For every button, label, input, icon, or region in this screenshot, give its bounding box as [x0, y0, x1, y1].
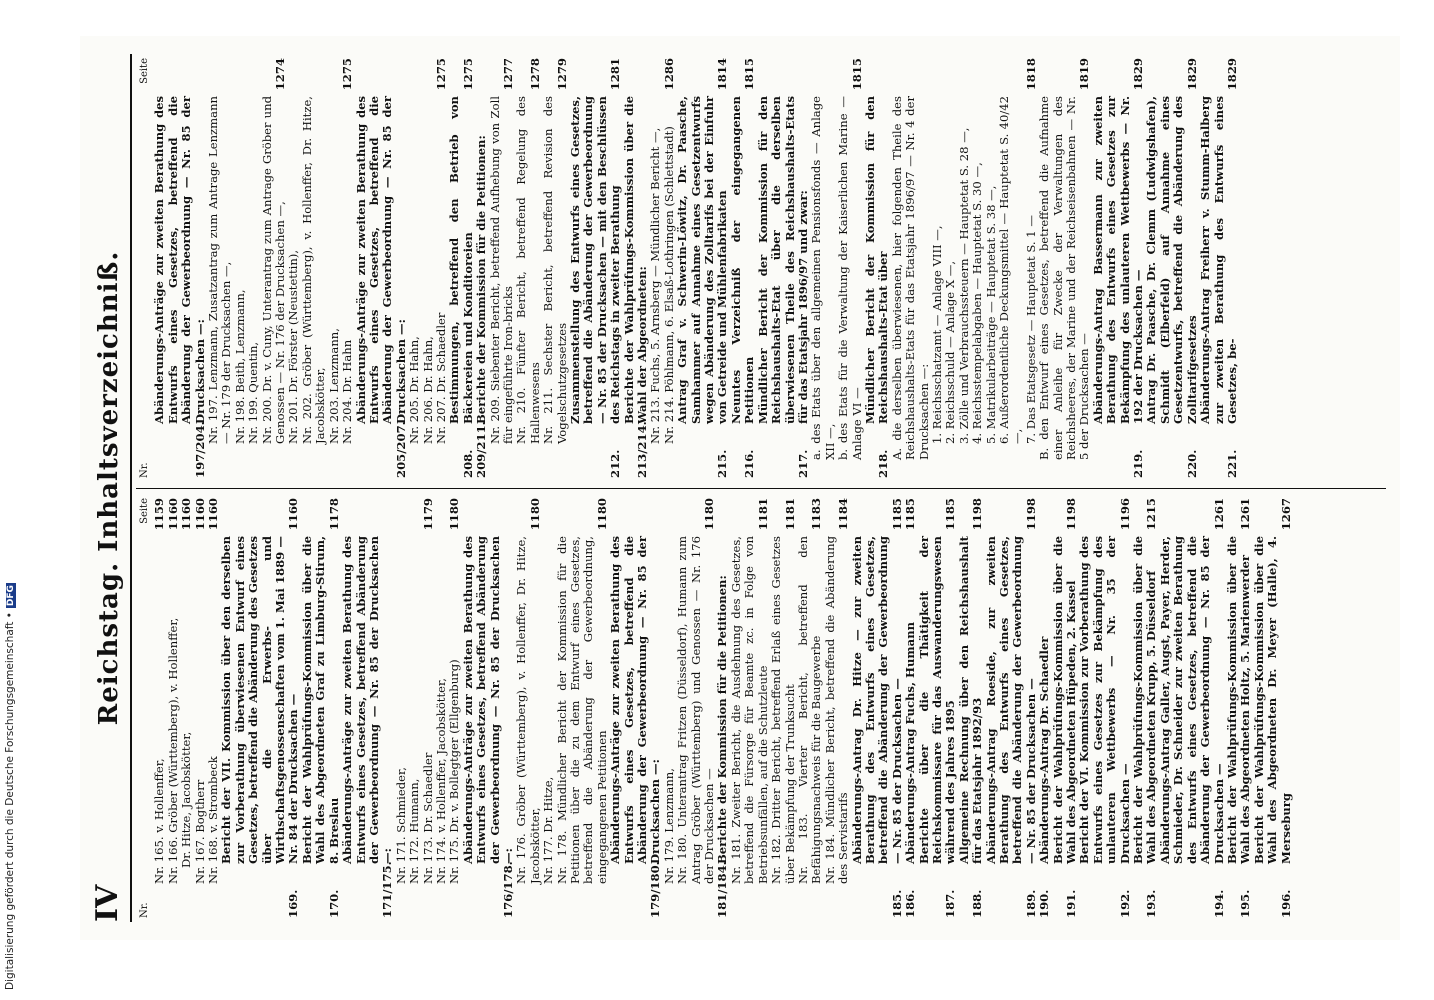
entry-text: Bericht der Wahlprüfungs-Kommission über die Wahl des Abgeordneten Dr. Meyer (Halle), 4. Merseburg: [1251, 536, 1293, 864]
entry-number: 187.: [943, 889, 958, 918]
toc-entry: [1199, 58, 1239, 478]
entry-text: Nr. 197. Lenzmann, Zusatzantrag zum Antrage Lenzmann — Nr. 179 der Drucksachen —,: [206, 96, 234, 444]
entry-text: 2. Reichsschuld — Anlage X —,: [943, 260, 958, 444]
toc-entry: [810, 58, 837, 478]
entry-number: 181/184.: [715, 861, 730, 918]
toc-entry: [167, 498, 180, 918]
entry-page: 1180: [702, 498, 717, 531]
entry-text: Nr. 166. Gröber (Württemberg), v. Hollenffer,: [165, 617, 180, 884]
entry-page: 1261: [1211, 498, 1226, 531]
entry-page: 1198: [1023, 498, 1038, 531]
entry-text: Neuntes Verzeichniß der eingegangenen Petitionen: [728, 96, 757, 424]
entry-text: Nr. 184. Mündlicher Bericht, betreffend die Abänderung des Servistarifs: [822, 536, 851, 884]
nr-label: Nr.: [139, 902, 150, 918]
toc-entry: [757, 58, 811, 478]
toc-entry: [341, 498, 395, 918]
toc-entry: [837, 58, 864, 478]
entry-number: 220.: [1184, 449, 1199, 478]
entry-page: 1267: [1278, 498, 1293, 531]
entry-number: 185.: [889, 889, 904, 918]
toc-entry: [1253, 498, 1293, 918]
toc-entry: [207, 58, 234, 478]
left-column-header: [138, 498, 151, 918]
toc-entry: [904, 498, 917, 918]
toc-entry: [623, 58, 650, 478]
entry-page: 1829: [1131, 58, 1146, 91]
entry-text: Nr. 173. Dr. Schaedler: [420, 752, 435, 884]
entry-text: Abänderungs-Antrag Dr. Schaedler: [1037, 636, 1052, 864]
entry-text: Nr. 167. Bogtherr: [192, 779, 207, 884]
right-column: [138, 58, 1239, 478]
toc-entry: [435, 58, 448, 478]
entry-text: Abänderungs-Antrag Bassermann zur zweiten Berathung des Entwurfs eines Gesetzes zur Bekämpfung des unlauteren Wettbewerbs — Nr. 192 der Drucksachen —: [1090, 96, 1146, 424]
toc-entry: [663, 498, 676, 918]
toc-entry: [958, 58, 971, 478]
entry-page: 1185: [943, 498, 958, 531]
toc-entry: [716, 498, 729, 918]
header-rule: [130, 54, 132, 922]
entry-number: 205/207.: [393, 421, 408, 478]
entry-page: 1181: [755, 498, 770, 531]
left-entry-list: [153, 498, 1293, 918]
entry-text: Nr. 205. Dr. Hahn,: [407, 336, 422, 444]
entry-page: 1178: [326, 498, 341, 531]
entry-page: 1215: [1144, 498, 1159, 531]
entry-text: Antrag Graf v. Schwerin-Löwitz, Dr. Paasche, Samhammer auf Annahme eines Gesetzentwurfs wegen Abänderung des Zolltarifs bei der Einfuhr von Getreide und Mühlenfabrikaten: [675, 96, 730, 424]
toc-entry: [556, 498, 610, 918]
entry-text: Nr. 183. Vierter Bericht, betreffend den Befähigungsnachweis für die Baugewerbe: [795, 536, 824, 884]
entry-text: Nr. 171. Schmieder,: [393, 767, 408, 884]
digitization-credit: [4, 585, 20, 990]
entry-page: 1819: [1077, 58, 1092, 91]
entry-page: 1160: [206, 498, 221, 531]
entry-page: 1829: [1184, 58, 1199, 91]
entry-number: 176/178.: [500, 861, 515, 918]
toc-entry: [448, 498, 461, 918]
entry-text: Mündlicher Bericht der Kommission für den Reichshaushalts-Etat über die derselben überwiesenen Theile des Reichshaushalts-Etats für das Etatsjahr 1896/97 und zwar:: [755, 96, 810, 424]
entry-text: Nr. 204. Dr. Hahn: [340, 339, 355, 444]
toc-entry: [1159, 498, 1226, 918]
toc-entry: [730, 498, 770, 918]
entry-number: 196.: [1278, 889, 1293, 918]
toc-entry: [931, 58, 944, 478]
toc-entry: [448, 58, 475, 478]
entry-text: Bestimmungen, betreffend den Betrieb von Bäckereien und Konditoreien: [447, 96, 475, 424]
seite-label: Seite: [139, 498, 150, 524]
entry-text: B. den Entwurf eines Gesetzes, betreffend die Aufnahme einer Anleihe für Zwecke der Verwaltungen des Reichsheeres, der Marine und der Reichseisenbahnen — Nr. 5 der Drucksachen —: [1037, 96, 1092, 460]
entry-page: 1179: [420, 498, 435, 531]
entry-text: Allgemeine Rechnung über den Reichshaushalt für das Etatsjahr 1892/93: [956, 536, 985, 864]
toc-entry: [676, 498, 716, 918]
entry-number: 221.: [1224, 449, 1239, 478]
entry-number: 186.: [903, 889, 918, 918]
entry-page: 1818: [1023, 58, 1038, 91]
entry-text: Mündlicher Bericht der Kommission für den Reichshaushalts-Etat über: [862, 96, 891, 424]
entry-text: Nr. 178. Mündlicher Bericht der Kommission für die Petitionen über die zu dem Entwurf eines Gesetzes, betreffend die Abänderung der Gewerbeordnung, eingegangenen Petitionen: [554, 536, 609, 884]
entry-text: Nr. 201. Dr. Förster (Neustettin),: [286, 249, 301, 444]
entry-number: 194.: [1211, 889, 1226, 918]
entry-text: Bericht der Wahlprüfungs-Kommission über die Wahl des Abgeordneten Holtz, 5. Marienwerder: [1224, 536, 1253, 864]
toc-entry: [422, 58, 435, 478]
column-divider: [136, 488, 1386, 489]
entry-text: Bericht der Wahlprüfungs-Kommission über die Wahl des Abgeordneten Krupp, 5. Düsseldorf: [1131, 536, 1159, 864]
credit-text: Digitalisierung gefördert durch die Deutsche Forschungsgemeinschaft •: [4, 612, 16, 990]
entry-text: a. des Etats über den allgemeinen Pensionsfonds — Anlage XII —,: [809, 96, 837, 460]
toc-entry: [676, 58, 730, 478]
toc-entry: [301, 58, 328, 478]
right-column-header: [138, 58, 151, 478]
entry-text: Bericht der VI. Kommission zur Vorberathung des Entwurfs eines Gesetzes zur Bekämpfung des unlauteren Wettbewerbs — Nr. 35 der Drucksachen —: [1077, 536, 1132, 864]
entry-number: 189.: [1023, 889, 1038, 918]
entry-text: 6. Außerordentliche Deckungsmittel — Hauptetat S. 40/42 —,: [997, 96, 1025, 444]
entry-text: Nr. 182. Dritter Bericht, betreffend Erlaß eines Gesetzes über Bekämpfung der Trunksucht: [769, 536, 797, 884]
entry-text: Bericht der Wahlprüfungs-Kommission über die Wahl des Abgeordneten Hüpeden, 2. Kassel: [1050, 536, 1079, 864]
entry-number: 218.: [876, 449, 891, 478]
toc-entry: [851, 498, 905, 918]
right-entry-list: [153, 58, 1239, 478]
toc-entry: [1078, 498, 1132, 918]
entry-page: 1185: [889, 498, 904, 531]
page-title: Reichstag. Inhaltsverzeichniß.: [94, 250, 124, 726]
entry-number: 192.: [1117, 889, 1132, 918]
toc-entry: [1052, 498, 1079, 918]
toc-entry: [301, 498, 341, 918]
entry-text: Nr. 202. Gröber (Württemberg), v. Hollenffer, Dr. Hitze, Jacobskötter,: [299, 96, 328, 444]
seite-label: Seite: [139, 58, 150, 84]
entry-number: 212.: [608, 449, 623, 478]
toc-entry: [1226, 498, 1253, 918]
toc-entry: [971, 58, 984, 478]
entry-number: 170.: [326, 889, 341, 918]
entry-text: Nr. 203. Lenzmann,: [326, 328, 341, 444]
toc-entry: [649, 58, 662, 478]
entry-text: Nr. 198. Beith, Lenzmann,: [232, 289, 247, 444]
entry-text: Abänderungs-Antrag Roeside, zur zweiten Berathung des Entwurfs eines Gesetzes, betreffend die Abänderung der Gewerbeordnung — Nr. 85 der Drucksachen —: [983, 536, 1038, 864]
entry-text: Zusammenstellung des Entwurfs eines Gesetzes, betreffend die Abänderung der Gewerbeordnung — Nr. 85 der Drucksachen — mit den Beschlüssen des Reichstags in zweiter Berathung: [568, 96, 623, 424]
entry-text: A. die derselben überwiesenen, hier folgenden Theile des Reichshaushalts-Etats für das Etatsjahr 1896/97 — Nr. 4 der Drucksachen —:: [889, 96, 931, 460]
toc-entry: [515, 58, 542, 478]
toc-entry: [824, 498, 851, 918]
toc-entry: [515, 498, 542, 918]
entry-text: Nr. 207. Dr. Schaedler: [433, 312, 448, 444]
toc-entry: [891, 58, 931, 478]
entry-text: 1. Reichsschatzamt — Anlage VIII —,: [929, 225, 944, 444]
entry-page: 1160: [192, 498, 207, 531]
toc-entry: [475, 58, 488, 478]
entry-text: Nr. 199. Quentin,: [246, 341, 261, 444]
entry-page: 1184: [836, 498, 851, 531]
entry-page: 1275: [433, 58, 448, 91]
toc-entry: [998, 58, 1025, 478]
toc-entry: [1038, 58, 1092, 478]
entry-text: Nr. 200. Dr. v. Cuny, Unterantrag zum Antrage Gröber und Genossen — Nr. 176 der Drucksachen —,: [259, 96, 288, 444]
entry-text: Nr. 209. Siebenter Bericht, betreffend Aufhebung von Zoll für eingeführte Iron-bricks: [487, 96, 515, 444]
entry-text: Abänderungs-Antrag Dr. Hitze — zur zweiten Berathung des Entwurfs eines Gesetzes, betreffend die Abänderung der Gewerbeordnung — Nr. 85 der Drucksachen —: [849, 536, 904, 864]
page-number: IV: [90, 884, 125, 922]
entry-text: Nr. 181. Zweiter Bericht, die Ausdehnung des Gesetzes, betreffend die Fürsorge für Beamte zc. in Folge von Betriebsunfällen, auf die Schutzleute: [728, 536, 770, 884]
toc-entry: [609, 498, 663, 918]
entry-number: 195.: [1238, 889, 1253, 918]
entry-text: Nr. 168. v. Strombeck: [206, 756, 221, 884]
entry-text: 4. Reichsstempelabgaben — Hauptetat S. 30 —,: [970, 162, 985, 444]
toc-entry: [234, 58, 247, 478]
entry-text: b. des Etats für die Verwaltung der Kaiserlichen Marine — Anlage VI —: [836, 96, 864, 460]
entry-page: 1814: [715, 58, 730, 91]
entry-text: Bericht der VII. Kommission über den derselben zur Vorberathung überwiesenen Entwurf eines Gesetzes, betreffend die Abänderung des Gesetzes über die Erwerbs- und Wirthschaftsgenossenschaften vom 1. Mai 1889 — Nr. 84 der Drucksachen —: [219, 536, 301, 864]
toc-entry: [1092, 58, 1146, 478]
entry-text: Abänderungs-Anträge zur zweiten Berathung des Entwurfs eines Gesetzes, betreffend die Abänderung der Gewerbeordnung — Nr. 85 der Drucksachen —:: [353, 96, 408, 424]
toc-entry: [663, 58, 676, 478]
toc-entry: [341, 58, 354, 478]
entry-page: 1275: [460, 58, 475, 91]
entry-text: Nr. 210. Fünfter Bericht, betreffend Regelung des Hallenwesens: [514, 96, 542, 444]
entry-text: Abänderungs-Anträge zur zweiten Berathung des Entwurfs eines Gesetzes, betreffend die Abänderung der Gewerbeordnung — Nr. 85 der Drucksachen —:: [152, 96, 207, 424]
entry-number: 169.: [286, 889, 301, 918]
toc-entry: [247, 58, 260, 478]
entry-text: 3. Zölle und Verbrauchssteuern — Hauptetat S. 28 —,: [956, 127, 971, 444]
toc-entry: [355, 58, 409, 478]
entry-page: 1286: [661, 58, 676, 91]
entry-text: Berichte der Kommission für die Petitionen:: [474, 135, 489, 424]
entry-page: 1281: [608, 58, 623, 91]
toc-entry: [422, 498, 435, 918]
entry-number: 190.: [1037, 889, 1052, 918]
entry-page: 1829: [1224, 58, 1239, 91]
entry-page: 1198: [970, 498, 985, 531]
entry-page: 1181: [782, 498, 797, 531]
entry-number: 191.: [1064, 889, 1079, 918]
entry-text: Bericht der Wahlprüfungs-Kommission über die Wahl des Abgeordneten Graf zu Limburg-Stirum, 8. Breslau: [299, 536, 341, 864]
entry-page: 1274: [273, 58, 288, 91]
entry-text: Abänderungs-Antrag Fuchs, Humann: [903, 621, 918, 864]
toc-entry: [489, 58, 516, 478]
entry-text: Abänderungs-Antrag Freiherr v. Stumm-Halberg zur zweiten Berathung des Entwurfs eines Gesetzes, be-: [1198, 96, 1239, 424]
entry-page: 1279: [554, 58, 569, 91]
toc-entry: [153, 58, 207, 478]
entry-number: 197/204.: [192, 421, 207, 478]
toc-entry: [194, 498, 207, 918]
toc-entry: [542, 498, 555, 918]
entry-text: Nr. 172. Humann,: [407, 778, 422, 884]
entry-number: 188.: [970, 889, 985, 918]
entry-text: Abänderungs-Anträge zur zweiten Berathung des Entwurfs eines Gesetzes, betreffend Abänderung der Gewerbeordnung — Nr. 85 der Drucksachen —:: [340, 536, 395, 864]
entry-page: 1180: [594, 498, 609, 531]
entry-text: Antrag Dr. Paasche, Dr. Clemm (Ludwigshafen), Schmidt (Elberfeld) auf Annahme eines Gesetzentwurfs, betreffend die Abänderung des Zolltarifgesetzes: [1144, 96, 1199, 424]
entry-number: 213/214.: [635, 421, 650, 478]
entry-text: Abänderungs-Anträge zur zweiten Berathung des Entwurfs eines Gesetzes, betreffend Abänderung der Gewerbeordnung — Nr. 85 der Drucksachen —:: [460, 536, 515, 864]
entry-page: 1160: [286, 498, 301, 531]
left-column: [138, 498, 1293, 918]
toc-entry: [180, 498, 193, 918]
entry-page: 1180: [527, 498, 542, 531]
entry-page: 1183: [809, 498, 824, 531]
toc-entry: [730, 58, 757, 478]
entry-text: 5. Matrikularbeiträge — Hauptetat S. 38 —,: [983, 185, 998, 444]
entry-text: Dr. Hitze, Jacobskötter,: [179, 731, 194, 868]
toc-entry: [918, 498, 958, 918]
nr-label: Nr.: [139, 462, 150, 478]
toc-entry: [797, 498, 824, 918]
entry-number: 217.: [795, 449, 810, 478]
entry-number: 219.: [1131, 449, 1146, 478]
entry-number: 209/211.: [474, 421, 489, 478]
toc-entry: [1025, 58, 1038, 478]
toc-entry: [287, 58, 300, 478]
toc-entry: [220, 498, 300, 918]
entry-text: 7. Das Etatsgesetz — Hauptetat S. 1 —: [1023, 215, 1038, 444]
entry-number: 171/175.: [380, 861, 395, 918]
page-header: [90, 54, 130, 922]
toc-entry: [770, 498, 797, 918]
toc-entry: [569, 58, 623, 478]
dfg-logo: DFG: [6, 585, 16, 607]
entry-text: Nr. 177. Dr. Hitze,: [541, 776, 556, 884]
entry-number: 179/180.: [648, 861, 663, 918]
entry-text: Nr. 165. v. Hollenffer,: [152, 758, 167, 884]
entry-page: 1185: [903, 498, 918, 531]
entry-text: Nr. 206. Dr. Hahn,: [420, 336, 435, 444]
toc-entry: [395, 498, 408, 918]
entry-text: Berichte über die Thätigkeit der Reichskommissare für das Auswanderungswesen während des Jahres 1895: [916, 536, 958, 864]
toc-entry: [985, 498, 1039, 918]
toc-entry: [542, 58, 569, 478]
toc-entry: [153, 498, 166, 918]
toc-entry: [408, 498, 421, 918]
entry-text: Nr. 179. Lenzmann,: [661, 768, 676, 884]
entry-text: Nr. 176. Gröber (Württemberg), v. Hollenffer, Dr. Hitze, Jacobskötter,: [514, 536, 542, 884]
entry-page: 1180: [447, 498, 462, 531]
entry-number: 215.: [715, 449, 730, 478]
toc-entry: [944, 58, 957, 478]
toc-entry: [207, 498, 220, 918]
entry-text: Nr. 214. Pöhlmann, 6. Elsaß-Lothringen (Schlettstadt): [661, 126, 676, 444]
entry-text: Nr. 174. v. Hollenffer, Jacobskötter,: [433, 678, 448, 884]
toc-entry: [462, 498, 516, 918]
entry-page: 1160: [165, 498, 180, 531]
entry-text: Abänderungs-Antrag Galler, Augst, Payer, Herder, Schmieder, Dr. Schneider zur zweiten Berathung des Entwurfs eines Gesetzes, betreffend die Abänderung der Gewerbeordnung — Nr. 85 der Drucksachen —: [1157, 536, 1226, 864]
entry-number: 216.: [742, 449, 757, 478]
entry-page: 1815: [849, 58, 864, 91]
rotated-page: [80, 36, 1400, 940]
entry-text: Nr. 213. Fuchs, 5. Arnsberg — Mündlicher Bericht —,: [648, 127, 663, 444]
toc-entry: [958, 498, 985, 918]
entry-text: Berichte der Wahlprüfungs-Kommission über die Wahl der Abgeordneten:: [621, 96, 650, 424]
entry-text: Nr. 180. Unterantrag Fritzen (Düsseldorf), Humann zum Antrag Gröber (Württemberg) und Genossen — Nr. 176 der Drucksachen —: [675, 536, 717, 884]
entry-text: Nr. 175. Dr. v. Bollegtger (Ellgenburg): [447, 659, 462, 884]
toc-entry: [1145, 58, 1199, 478]
entry-page: 1275: [340, 58, 355, 91]
toc-entry: [261, 58, 288, 478]
entry-page: 1159: [152, 498, 167, 531]
entry-page: 1198: [1064, 498, 1079, 531]
toc-entry: [408, 58, 421, 478]
entry-text: Berichte der Kommission für die Petitionen:: [715, 575, 730, 864]
entry-page: 1160: [179, 498, 194, 531]
toc-entry: [328, 58, 341, 478]
entry-number: 193.: [1144, 889, 1159, 918]
toc-entry: [1038, 498, 1051, 918]
toc-entry: [1132, 498, 1159, 918]
entry-page: 1278: [527, 58, 542, 91]
entry-page: 1277: [500, 58, 515, 91]
toc-entry: [435, 498, 448, 918]
entry-text: Nr. 211. Sechster Bericht, betreffend Revision des Vogelschutzgesetzes: [541, 96, 569, 444]
entry-number: 208.: [460, 449, 475, 478]
entry-page: 1196: [1117, 498, 1132, 531]
entry-page: 1815: [742, 58, 757, 91]
toc-entry: [864, 58, 891, 478]
entry-page: 1261: [1238, 498, 1253, 531]
scanned-page: [80, 36, 1400, 940]
toc-entry: [985, 58, 998, 478]
entry-text: Abänderungs-Anträge zur zweiten Berathung des Entwurfs eines Gesetzes, betreffend die Abänderung der Gewerbeordnung — Nr. 85 der Drucksachen —:: [608, 536, 663, 864]
